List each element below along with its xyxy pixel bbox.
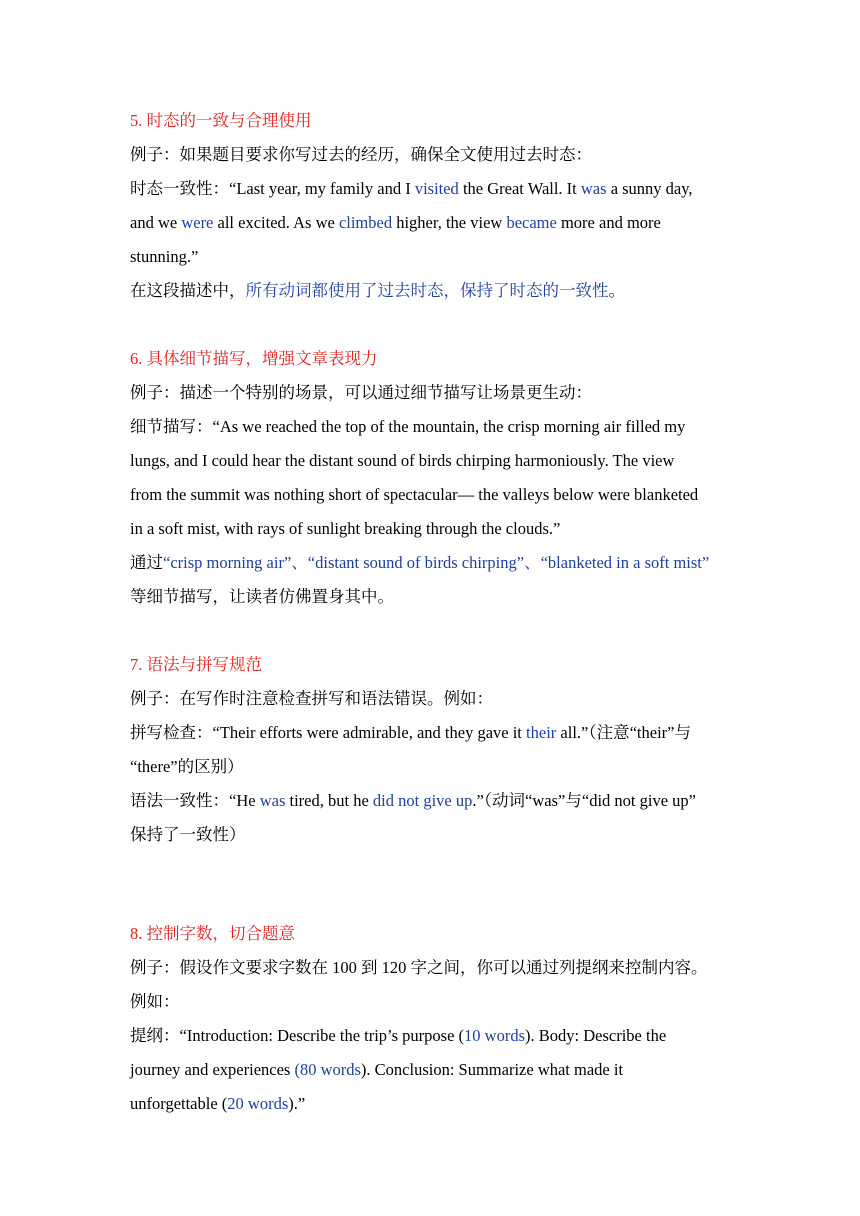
section-7-line-5 <box>130 784 696 818</box>
text-run: a sunny day, <box>606 179 693 198</box>
text-run: 拼写检查：“Their efforts were admirable, and they gave it <box>130 723 527 742</box>
text-run: higher, the view <box>392 213 507 232</box>
section-8-line-5 <box>130 1053 623 1087</box>
highlight-word: was <box>259 791 286 810</box>
text-run: ). Body: Describe the <box>525 1026 667 1045</box>
section-8-line-4 <box>130 1019 666 1053</box>
text-run: all.”（注意“their”与 <box>556 723 691 742</box>
highlight-word: became <box>506 213 557 232</box>
section-6-line-3: 细节描写：“As we reached the top of the mountain, the crisp morning air filled my <box>130 417 686 436</box>
text-run: .”（动词“was”与“did not give up” <box>472 791 696 810</box>
text-run: tired, but he <box>285 791 373 810</box>
text-run: more and more <box>556 213 661 232</box>
section-7-line-4: “there”的区别） <box>130 757 244 776</box>
section-5-heading: 5. 时态的一致与合理使用 <box>130 111 312 130</box>
highlight-word: was <box>580 179 607 198</box>
section-6-line-4: lungs, and I could hear the distant sound of birds chirping harmoniously. The view <box>130 451 675 470</box>
text-run: the Great Wall. It <box>458 179 581 198</box>
text-run: ).” <box>288 1094 306 1113</box>
highlight-word: (80 words <box>294 1060 361 1079</box>
highlight-phrase: 所有动词都使用了过去时态，保持了时态的一致性 <box>245 281 609 300</box>
section-6-line-5: from the summit was nothing short of spectacular— the valleys below were blanketed <box>130 485 699 504</box>
section-5-line-6 <box>130 274 625 308</box>
section-5-line-5: stunning.” <box>130 247 199 266</box>
highlight-word: 20 words <box>227 1094 289 1113</box>
text-run: ). Conclusion: Summarize what made it <box>360 1060 624 1079</box>
text-run: journey and experiences <box>130 1060 295 1079</box>
highlight-word: visited <box>414 179 459 198</box>
highlight-word: were <box>181 213 214 232</box>
section-8-line-3: 例如： <box>130 992 180 1011</box>
text-run: 。 <box>608 281 625 300</box>
section-7-example: 例子：在写作时注意检查拼写和语法错误。例如： <box>130 689 493 708</box>
section-6-line-8: 等细节描写，让读者仿佛置身其中。 <box>130 587 394 606</box>
text-run: unforgettable ( <box>130 1094 228 1113</box>
section-8-line-6 <box>130 1087 305 1121</box>
section-6-heading: 6. 具体细节描写，增强文章表现力 <box>130 349 378 368</box>
text-run: 提纲：“Introduction: Describe the trip’s purpose ( <box>130 1026 465 1045</box>
text-run: 语法一致性：“He <box>130 791 260 810</box>
section-5-example: 例子：如果题目要求你写过去的经历，确保全文使用过去时态： <box>130 145 592 164</box>
section-7-line-3 <box>130 716 691 750</box>
text-run: 在这段描述中， <box>130 281 246 300</box>
section-7-line-6: 保持了一致性） <box>130 825 246 844</box>
text-run: all excited. As we <box>213 213 339 232</box>
highlight-word: their <box>526 723 557 742</box>
section-8-example: 例子：假设作文要求字数在 100 到 120 字之间，你可以通过列提纲来控制内容。 <box>130 958 708 977</box>
section-5-line-3 <box>130 172 693 206</box>
text-run: and we <box>130 213 182 232</box>
section-6-example: 例子：描述一个特别的场景，可以通过细节描写让场景更生动： <box>130 383 592 402</box>
section-7-heading: 7. 语法与拼写规范 <box>130 655 262 674</box>
section-6-line-7 <box>130 546 709 580</box>
section-6-line-6: in a soft mist, with rays of sunlight breaking through the clouds.” <box>130 519 561 538</box>
text-run: 时态一致性：“Last year, my family and I <box>130 179 415 198</box>
section-5-line-4 <box>130 206 661 240</box>
highlight-word: 10 words <box>464 1026 526 1045</box>
highlight-phrase: did not give up <box>372 791 473 810</box>
highlight-phrase: “crisp morning air”、“distant sound of birds chirping”、“blanketed in a soft mist” <box>163 553 710 572</box>
highlight-word: climbed <box>338 213 393 232</box>
section-8-heading: 8. 控制字数，切合题意 <box>130 924 295 943</box>
text-run: 通过 <box>130 553 163 572</box>
